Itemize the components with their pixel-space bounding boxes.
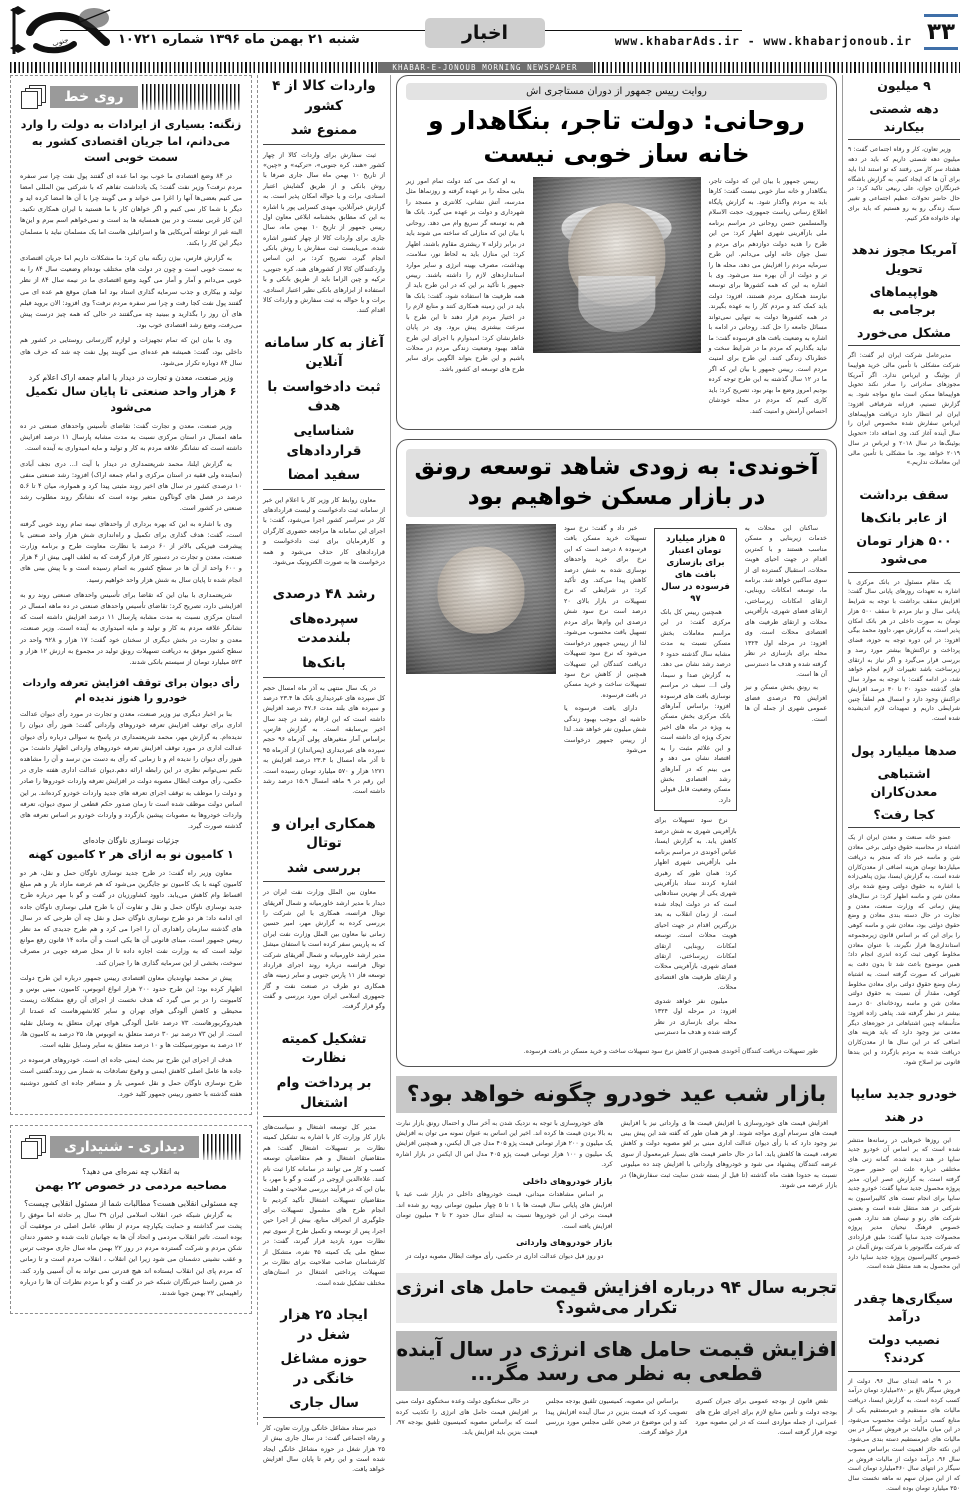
story-text-column: [564, 524, 646, 1042]
story-paragraph: رییس جمهور با بیان این که دولت تاجر، بنگاهدار و خانه ساز خوبی نیست گفت: کارها باید به مردم واگذار شود. به گزارش پایگاه اطلاع رسانی ریاست جمهوری، حجت الاسلام والمسلمین حسن روحانی در مراسم برنامه ملی بازآفرینی شهری اظهار کرد: من این طرح را هدیه دولت دوازدهم برای مردم و نسل جوان خانه اولی می‌دانم. این طرح سرمایه مردم را افزایش می دهد، محله ها را تر و دولت از آن بهره مند می‌شود. وی با اشاره به این که همه کشورها برای توسعه نیازمند همکاری مردم هستند، افزود: دولت باید کمک کند و مردم کار را به عهده بگیرند. در همه کشورها دولت به تنهایی نمی‌تواند مسائل جامعه را حل کند. روحانی در ادامه با اشاره به وضعیت بافت های فرسوده گفت: ما نباید بگذاریم که مردم ما در شرایط سخت و خطرناک زندگی کنند. این طرح برای امنیت مردم است. رییس جمهور با بیان این که اگر ما در ۱۲ سال گذشته به این طرح توجه کرده بودیم امروز وضع ما بهتر بود، تصریح کرد: باید کاری کنیم که مردم در محله خودشان احساس آرامش و امنیت کنند.: [708, 178, 828, 415]
photo-face: [568, 203, 665, 305]
section-title: اخبار: [425, 18, 545, 48]
brief-import-ban: [263, 75, 385, 316]
story-energy-prices: [396, 1273, 837, 1442]
brief-headline-line: سفید امضا: [263, 464, 385, 490]
stacked-pages-icon: [20, 85, 46, 109]
brief-headline-line: تشکیل کمیته نظارت: [281, 1030, 367, 1067]
brief-headline-line: صدها میلیارد پول: [850, 742, 958, 758]
story-paragraph: نقض قانون از بودجه عمومی برای جبران کسری بودجه دولت و تأمین منابع لازم برای اجرای طرح های عمرانی، از جمله مواردی است که در این مصوبه مورد توجه قرار گرفته است.: [695, 1398, 837, 1437]
inset-box-credit: [654, 528, 736, 812]
feature-paragraph: پیش تر محمد نهاوندیان معاون اقتصادی رییس جمهور درباره این طرح دولت اظهار کرده بود: این طرح حدود ۲۰۰ هزار انواع اتوبوس، کامیون، مینی بوس و کامیونت را در بر می گیرد که هدف نخست از اجرای آن رفع مشکلات زیست محیطی و کاهش آلودگی هوای تهران و سایر کلانشهرهاست که عمدتا از هیدروکربورهاست. ۷۳ درصد عامل آلودگی هوای تهران متعلق به وسایل نقلیه است. از این ۷۳ درصد نیز ۳۰ درصد متعلق به اتوبوس ها، ۲۵ درصد به کامیون ها، ۱۲ درصد به موتورسیکلت ها و ۱۰ درصد متعلق به سایر وسایل نقلیه است.: [20, 973, 243, 1049]
news-brief-mining-funds: [848, 740, 960, 1068]
story-paragraph: در حالی سخنگوی دولت وعده سخنگوی دولت مبنی بر افزایش قیمت حامل های انرژی را تکذیب کرده است که براساس مصوبه کمیسیون تلفیق بودجه ۹۷، قیمت بنزین باید افزایش یابد.: [395, 1398, 538, 1437]
brief-body: مدیرعامل شرکت ایران ایر گفت: اگر شرکت مشکلی با تأمین مالی خرید هواپیما از بوئینگ و ایرباس ندارد. اگر آمریکا مجوزهای صادراتی را صادر نکند تحویل هواپیماها ممکن است مانع مواجه شود. به گزارش تسنیم، فرزانه شرفبافی افزود: ایران ایر انتظار دارد دریافت هواپیماهای ایرباس سفارش شده مخصوص ایران را سال آینده آغاز کند، وی اضافه داد: «تحویل بوئینگ‌ها در سال ۲۰۱۸ و ایرباس در سال ۲۰۱۹ خواهد بود. ما مشکلی با تأمین مالی این معاملات نداریم.»: [848, 352, 960, 467]
story-text-column: [621, 1119, 838, 1266]
story-paragraph: های خودروسازی با توجه به نزدیک شدن به آخر سال و احتمال رونق بازار نبارت به بالا بردن قیمت ها کرده اند. اخیر این اساس به عنوان نمونه می توان به افزایش یک میلیون و ۲۰۰ هزار تومانی قیمت پژو ۴۰۵ مدل جی ال ایکس، و همچنین افزایش یک میلیون و ۱۰۰ هزار تومانی قیمت پژو ۴۰۵ مدل اس ال ایکس در بازار اشاره کرد.: [396, 1119, 613, 1169]
news-brief-atm-limit: [848, 484, 960, 724]
brief-headline-line: ایجاد ۲۵ هزار شغل در: [280, 1307, 368, 1343]
feature-kicker: وزیر صنعت، معدن و تجارت در دیدار با امام جمعه اراک اعلام کرد: [28, 372, 234, 382]
brief-headline-line: بررسی شد: [263, 857, 385, 883]
brief-headline-line: از عابر بانک‌ها: [860, 510, 948, 526]
story-paragraph: نرخ سود تسهیلات برای بازآفرینی شهری به شش درصد کاهش یابد. به گزارش ایسنا، عباس آخوندی در مراسم برنامه ملی بازآفرینی شهری اظهار کرد: همان طور که رهبری اشاره کردند ستاد بازآفرینی شهری یکی از بهترین ستادهایی است که در دولت ایجاد شده است. از زمان انقلاب به بعد بزرگترین اقدام در جهت احیای هویت محلات است. توسعه امکانات روبنایی، ارتقای امکانات زیرساختی، ارتقای فضای شهری، بازآفرینی محلات و ارتقای ظرفیت های اقتصادی محلات.: [654, 817, 737, 992]
brief-headline-line: آغاز به کار سامانه آنلاین: [264, 334, 384, 371]
right-sidebar: [847, 75, 961, 1492]
brief-headline-line: مشکل می‌خورد: [848, 322, 960, 346]
photo-face: [438, 546, 525, 633]
brief-headline-line: آمریکا مجوز ندهد تحویل: [851, 242, 957, 276]
brief-headline-line: حوزه مشاغل خانگی در: [280, 1351, 368, 1387]
news-brief-saipa-india: [848, 1083, 960, 1272]
brief-online-petition-system: [263, 332, 385, 568]
feature-paragraph: به گزارش ایلنا، محمد شریعتمداری در دیدار با آیت ا... دری نجف آبادی (نماینده ولی فقیه در استان مرکزی و امام جمعه اراک) افزود: رشد صنعتی منفی ۱۰ درصدی کشور در سال های اخیر روند مثبتی پیدا کرد و همواره، میان ۴ تا ۵.۶ درصد در فصل های گوناگون متغیر بوده است که نشانگر روند مطلوب رشد صنعتی در کشور است.: [20, 459, 242, 513]
story-photo-rouhani: [533, 177, 701, 353]
stacked-pages-icon: [20, 1135, 46, 1159]
feature-paragraph: معاون وزیر راه گفت: در طرح جدید نوسازی ناوگان حمل و نقل، هر دو کامیون کهنه با یک کامیون نو جایگزین می‌شود که هم عرضه مازاد بار و هم مبلغ اقساط وام کاهش می‌یابد. داوود کشاورزیان در گفت و گو با مهر درباره طرح جدید نوسازی ناوگان حمل و نقل و تفاوت آن با طرح قبلی نوسازی ناوگان جاده ای ادامه داد: هر دو طرح نوسازی ناوگان حمل و نقل چه آن طرحی که در سال های گذشته سازمان راهداری آن را اجرا می کرد و هم طرح جدیدی که مد نظر رییس جمهور است، مبنای قانونی آن ها یکی است و آن ماده ۱۴ قانون رفع موانع تولید است که به وزارت نفت اجازه داده تا از محل صرفه جویی در مصرف سوخت، بخشی از این سرمایه گذاری ها را جبران کند.: [20, 868, 243, 967]
brief-body: مدیر کل توسعه اشتغال و سیاست‌های بازار کار وزارت کار با اشاره به تشکیل کمیته نظارت بر تسهیلات اشتغال گفت: هم متقاضیان اشتغال و هم متقاضیان توسعه کسب و کار می توانند در سامانه کارا ثبت نام کنند. علاءالدین ازوجی در گفت و گو با مهر، با بیان این که در فرآیند بررسی صلاحیت و اهلیت متقاضیان تسهیلات اشتغال تأکید کردیم تا انجام طرح های مشمول تسهیلات برای جلوگیری از انحراف منابع، بیش از اجرا حین اجرا، پس از توسعه و تکمیل طرح از سوی تیم نظارت مورد بازدید قرار گیرند، گفت: در سطح ملی یک کمیته ۴۵ نفره، متشکل از کارشناسان صاحب صلاحیت برای نظارت بر تسهیلات پرداختی اشتغال در استان‌های مختلف تشکیل شده است.: [263, 1123, 385, 1287]
brief-headline-line: ثبت دادخواست با هدف: [267, 378, 381, 415]
story-text-column: [745, 524, 827, 1042]
logo-subtitle: جنوب: [51, 35, 70, 49]
story-paragraph: به رونق بخش مسکن و نیز افزایش ۳۵ درصدی فضای عمومی شهری از جمله آن ها است.: [744, 684, 827, 723]
feature-paragraph: در ۸۴ وضع اقتصادی ما خوب بود اما عده ای گفتند پول نفت چرا سر سفره مردم نرفت؟ وزیر نفت گفت: یک یادداشت تفاهم که با شرکتی بین المللی امضا می کنیم بعضی‌ها آنها را اغرا می خواند و می گویند چرا با آن ها امضا کرده اید و دیگر با شما کار نمی کنیم و اگر خواهان کار با ما هستید با ایران همکاری نکنید. این کار غربی نیست و در بین همسایه ها بد است و نمی‌خواهم اسم ببرم و این‌ها البته غیر از توطئه آمریکایی ها و اسرائیلی هاست اما یک مسلمان نباید با مسلمان دیگر این کار را بکند.: [20, 171, 242, 247]
brief-headline-line: ۵۰۰ هزار تومان می‌شود: [848, 530, 960, 572]
feature-headline: زنگنه: بسیاری از ایرادات به دولت را وارد می‌دانم، اما جریان اقتصادی کشور به سمت خوبی است: [20, 118, 242, 164]
story-paragraph: افزایش قیمت های خودروسازی با افزایش قیمت ها ی وارداتی نیز با افزایش قیمت های سرسام آوری مواجه شوند. او هر همان طور که گفته شد این پیش بینی نیز وجود دارد که با رأی دیوان عدالت اداری مبنی بر لغو مصوبه دولت و کاهش تعرفه، قیمت ها کاهش یابد. اما در حال حاضر قیمت های بسیار غیرمعمول از سوی عرضه کنندگان پیشنهاد می شود و خودروهای وارداتی با افزایش چند ده میلیونی نسبت به حدودا هفت ماه گذشته (تا قبل از بسته شدن سایت ثبت سفارش‌ها) در بازار عرضه می شوند.: [620, 1119, 837, 1190]
masthead-rule: [60, 30, 742, 31]
subsection-heading: بازار خودروهای داخلی: [522, 1175, 613, 1186]
brief-body: ثبت سفارش برای واردات کالا از چهار کشور «هند، کره جنوبی»، «ترکیه» و «چین» از تاریخ ۱۰ بهمن ماه سال جاری صرفا با روش بانکی و از طریق گشایش اعتبار اسنادی، برات و یا حواله امکان پذیر است. به گزارش خبرآنلاین، مهدی کسرایی پور با اشاره به این که مطابق بخشنامه ابلاغی معاون اول رییس جمهور از تاریخ ۱۰ بهمن ماه، سال جاری برای واردات کالا از چهار کشور اشاره شده، می‌بایست ثبت سفارش با روش بانکی انجام گیرد، تصریح کرد: بر این اساس واردکنندگان کالا از کشورهای هند، کره جنوبی، ترکیه و چین الزاما باید از طریق بانکی و با استفاده از ابزارهای بانکی نظیر اعتبار اسنادی، برات و یا حواله به ثبت سفارش و واردات کالا اقدام کنند.: [263, 150, 385, 315]
story-headline: بازار شب عید خودرو چگونه خواهد بود؟: [396, 1076, 837, 1113]
story-kicker: روایت رییس جمهور از دوران مستاجری اش: [406, 83, 827, 100]
feature-box-header: [20, 84, 242, 110]
brief-headline-line: سپرده‌های بلندمدت: [289, 610, 359, 647]
story-paragraph: ساکنان این محلات به خدمات زیربنایی و مسکن مناسب هستند و با کمترین اقدام در جهت احیای هویت محلات، استقبال گسترده ای از سوی ساکنین خواهد شد. برنامه ما، توسعه امکانات روبنایی، ارتقای امکانات زیرساختی، ارتقای فضای شهری، بازآفرینی محلات و ارتقای ظرفیت های اقتصادی محلات است. وی افزود: در مرحله اول ۱۳۲۴ محله برای بازسازی در نظر گرفته شده و هدف ما دسترسی آن ها است.: [744, 524, 827, 678]
feature-paragraph: به گزارش شبکه خبر، انقلاب اسلامی ایران ۳۹ سال پر حادثه اما موفق را پشت سر گذاشته و حمایت یکپارچه مردم از نظام، عامل اصلی در موفقیت آن بوده است. تاثیر انقلاب مردمی و اتحاد آن ها به جهانیان ثابت شده و حضور دندان شکن مردم و شرکت گسترده مردم در روز ۲۲ بهمن ماه سال جاری موجب ترس و عقب نشینی دشمنان می شود زیرا این انقلاب ، انقلاب مردم است و تا زمانی که مردم پای این انقلاب ایستاده اند هیچ قدرتی نمی تواند به آن آسیبی وارد کند. در همین راستا خبرنگاران شبکه خبر در گفت و گو با مردم نظرات آن ها را درباره راهپیمایی ۲۲ بهمن جویا شدند.: [20, 1210, 242, 1297]
story-headline: افزایش قیمت حامل های انرژی در سال آینده قطعی به نظر می رسد مگر...: [396, 1331, 837, 1391]
brief-headline-line: نصیب دولت کردند؟: [848, 1329, 960, 1371]
brief-headline-line: رشد ۴۸ درصدی: [272, 586, 376, 603]
story-photo-akhoundi: [406, 524, 556, 674]
brief-home-business-jobs: [263, 1304, 385, 1475]
column-divider-dashed: [257, 75, 258, 1425]
left-feature-column: [10, 75, 252, 1425]
story-paragraph: میلیون نفر خواهد شدوی افزود: در مرحله اول ۱۳۲۴ محله برای بازسازی در نظر گرفته شده و هدف ما دسترسی: [654, 997, 737, 1037]
stripes-decoration: [203, 1134, 242, 1160]
feature-box-title: دیداری - شنیداری: [50, 1136, 199, 1158]
feature-kicker: چه مسئولی انقلابی هست؟ مطالبات شما از مسئول انقلابی چیست؟: [24, 1198, 238, 1208]
page-number: ۳۳: [924, 14, 958, 50]
story-car-market: [396, 1076, 837, 1266]
center-main-column: [395, 75, 837, 1437]
feature-kicker: به انقلاب چه نمره‌ای می دهید؟: [82, 1167, 180, 1177]
story-text-column: [406, 177, 525, 420]
brief-body: معاون روابط کار وزیر کار با اعلام این خبر از سامانه ثبت دادخواست و لیست قراردادهای کار در سراسر کشور اجرا می‌شود، گفت: با اجرای این سامانه ها مراجعه حضوری کارگران و کارفرمایان برای ثبت دادخواست و قراردادهای کار حذف می‌شود و همه درخواست ها به صورت الکترونیک می‌شود.: [263, 495, 385, 566]
story-paragraph: بر اساس مشاهدات میدانی، قیمت خودروهای داخلی در بازار شب عید با افزایش های پایانی سال قیمت ها با ۱ تا ۵ چهار میلیون تومانی روبه رو شده اند. قیمت برخی از این خودروها نسبت به ابتدای سال حدود ۲ تا ۴ میلیون تومان افزایش یافته است.: [396, 1191, 613, 1230]
story-text-column: [396, 1397, 538, 1442]
brief-body: در یک سال منتهی به آذر ماه امسال حجم کل سپرده های غیردیداری بانک ها ۲۳.۴ درصد و سپرده های بلند مدت ۴۷.۶ درصد افزایش داشته است که این ارقام رشد در چند سال اخیر بی‌سابقه است. به گزارش فارس، براساس آمار متغیرهای پولی آذرماه ۹۶ حجم سپرده های غیردیداری (پس‌انداز) از آذرماه ۹۵ تا آذر ماه امسال با ۲۳.۴ درصد افزایش به ۱۲۷۱ هزار و ۵۷۰ میلیارد تومان رسیده است. این رقم در ۹ ماهه امسال ۱۵.۹ درصد رشد داشته است.: [263, 683, 385, 796]
feature-box-header: [20, 1134, 242, 1160]
story-text-column: [546, 1397, 688, 1442]
feature-kicker: جزئیات نوسازی ناوگان جاده‌ای: [82, 836, 180, 846]
newspaper-logo: [6, 2, 114, 60]
feature-box-audio-visual: [10, 1125, 252, 1314]
brief-headline-line: بانک‌ها: [263, 652, 385, 678]
brief-body: عضو خانه صنعت و معدن ایران از یک اشتباه در محاسبه حقوق دولتی برخی معادن شن و ماسه خبر داد که منجر به دریافت میلیاردها تومان هزینه اضافی از معدن‌کاران شده است. به گزارش ایسنا، بیژن پناهی‌زاده با اشاره به حقوق دولتی وضع شده برای معادن شن و ماسه اظهار کرد: در سال‌های پیش زمانی که وزارت صنعت، معدن و تجارت در حال دسته بندی معادن و وضع حقوق دولتی بود، معادن شن و ماسه کوهی را برای این که بر اساس قانون زیرمجموعه استانداری‌ها قرار نگیرند، با عنوان معادن مخلوط کوهی ثبت کرده اندری انجام داد؛ همین موضوع باعث شد تا بدون دقت به تغییراتی که صورت گرفته است. به اشتباه زمان وضع حقوق دولتی برای معادن مخلوط کوهی، مقدار آن نسبت به حقوق دولتی معادن شن و ماسه رودخانه‌ای ۵۰ درصد بیشتر در نظر گرفته شد. پناهی زاده افزود: متأسفانه چنین اشتباهاتی در حوزه‌های دیگر معدنی نیز وجود دارد که باید هزینه های اضافی که در این سال ها از معدن‌کاران دریافت شده به مردم بازگردد و این بندها قانونی نیز اصلاح شود.: [848, 834, 961, 1066]
story-headline: آخوندی: به زودی شاهد توسعه رونق در بازار مسکن خواهیم بود: [406, 449, 827, 517]
feature-headline: ۱ کامیون نو به ازای هر ۲ کامیون کهنه: [28, 848, 234, 862]
feature-box-on-the-line: [10, 75, 252, 1115]
brief-headline-line: ممنوع شد: [263, 119, 385, 145]
story-headline: روحانی: دولت تاجر، بنگاهدار و خانه ساز خوبی نیست: [428, 106, 805, 168]
brief-headline-line: واردات کالا از ۴ کشور: [272, 78, 376, 114]
feature-headline: مصاحبه مردمی در خصوص ۲۲ بهمن: [35, 1179, 227, 1193]
story-akhoundi-housing: [396, 439, 837, 1067]
brief-headline-line: دهه شصتی بیکارند: [848, 98, 960, 140]
brief-body: در ۹ ماهه ابتدای سال ۹۶، دولت از فروش سیگار بالغ بر ۲۸۰میلیارد تومان درآمد کسب کرده است. به گزارش ایسنا، دریافت مالیات های مستقیم و غیرمستقیم یکی از منابع کسب درآمد دولت محسوب می‌شود، در این میان مالیات بر فروش سیگار در بین مالیات های غیرمستقیم دسته بندی می‌شود. این نکته حائز اهمیت است براساس مصوب سال ۹۶، درآمد دولت از مالیات فروش بر سیگار در انتهای سال ۴۶۰میلیارد تومان است که از این میزان سهم نه ماهه نخست سال ۳۵۰ میلیارد تومان بوده است.: [848, 1377, 960, 1492]
ticker-label: KHABAR-E-JONOUB MORNING NEWSPAPER: [378, 62, 593, 73]
feature-paragraph: به گزارش فارس، بیژن زنگنه بیان کرد: ما مشکلات داریم اما جریان اقتصادی به سمت خوبی است و چون در دولت های مختلف بوده‌ام وضعیت سال ۸۴ را به خوبی می‌دانم و آمار و آمار می گوید وضع اقتصادی ما در نیمه سال ۸۴ از نظر تولید و بیکاری و جذب سرمایه گذاری استاد بود اما همان موقع هم عده ای می گفتند پول نفت کجا رفت و چرا سر سفره مردم نرفت؟ وی افزود: الان بروید فیلم های آن روز را بگذارید و ببینید چه می‌گفتند در حالی که همه چیز درست پیش می‌رفت، وضع رشد اقتصادی خوب بود.: [20, 253, 243, 330]
page-grid: [0, 75, 970, 1492]
photo-beard: [578, 276, 655, 332]
economy-briefs-column: [263, 75, 385, 1474]
news-brief-cigarette-revenue: [848, 1288, 960, 1494]
masthead: [0, 0, 970, 62]
brief-body: وزیر تعاون، کار و رفاه اجتماعی گفت: ۹ میلیون دهه شصتی داریم که باید در دهه هشتاد سر کار می رفتند که تو استند لذا باید برای آن ها که ایجاد کنیم. به گزارش باشگاه خبرنگاران جوان، علی ربیعی تاکید کرد: در حال حاضر تحولات عظیم اجتماعی و تغییر سبک زندگی رو به رو هستیم که باید برای نهاد خانواده فکر کنیم.: [848, 146, 960, 222]
brief-body: دبیر ستاد مشاغل خانگی وزارت تعاون، کار و رفاه اجتماعی گفت: در سال جاری بیش از ۲۵ هزار شغل در حوزه مشاغل خانگی ایجاد شده است و این رقم تا پایان سال افزایش خواهد یافت.: [263, 1423, 385, 1474]
brief-headline-line: کجا رفت؟: [848, 804, 960, 828]
brief-headline-line: همکاری ایران و توتال: [272, 815, 376, 852]
brief-headline-line: هواپیماهای برجامی به: [869, 283, 939, 317]
brief-headline-line: سیگاری‌ها چقدر درآمد: [854, 1291, 954, 1325]
story-paragraph: به او کمک می کند دولت تمام امور زیر بنایی محله را بر عهده گرفته و روزنماها مثل مدرسه، آتش نشانی، کلانتری و مسجد را شهرداری و دولت بر عهده می گیرد. بانک ها هم به توسعه گر سریع وام می دهد. روحانی با بیان این که منازلی که ساخته می شوند باید در برابر زلزله ۷ ریشتری مقاوم باشند، اظهار کرد: این منازل باید به لحاظ نور، سلامت، بهداشت، مصرف بهینه انرژی و سایر موارد استانداردهای لازم را داشته باشند. رییس جمهور با تأکید بر این که در این طرح باید از همه ظرفیت ها استفاده شود، گفت: بانک ها باید در این زمینه همکاری کنند و منابع لازم را در اختیار مردم قرار دهند تا این طرح با سرعت بیشتری پیش برود. وی در پایان خاطرنشان کرد: امیدوارم با اجرای این طرح شاهد بهبود وضعیت زندگی مردم در محلات باشیم و این طرح بتواند الگویی برای سایر طرح های توسعه ای کشور باشد.: [406, 178, 525, 373]
feature-paragraph: وزیر صنعت، معدن و تجارت گفت: تقاضای تأسیس واحدهای صنعتی در ده ماهه امسال در استان مرکزی نسبت به مدت مشابه پارسال ۱۱ درصد افزایش داشته است که نشانگر علاقه مردم به کار و تولید و مایه امیدواری به آینده است.: [20, 421, 242, 453]
brief-headline-line: سقف برداشت: [859, 487, 949, 502]
column-divider: [842, 75, 843, 1425]
column-divider: [390, 75, 391, 1425]
story-paragraph: دارای بافت فرسوده یا حاشیه ای موجب بهبود زندگی شش میلیون نفر خواهد شد. لذا از رییس جمهور درخواست می‌شود: [564, 705, 647, 755]
feature-paragraph: وی با بیان این که تمام تجهیزات و لوازم گازرسانی روستایی در کشور هم داخلی بود، گفت: همیشه هم عده‌ای می گویند پول نفت چه شد که حرف های سال ۸۴ دوباره تکرار می‌شود.: [20, 336, 242, 367]
feature-subheadline: رأی دیوان برای توقف افزایش تعرفه واردات خودرو را هنوز ندیده ام: [22, 678, 240, 705]
brief-body: یک مقام مسئول در بانک مرکزی با اشاره به تعهدات روزهای پایانی سال گفت: افزایش سقف برداشت با توجه به شرایط پایانی سال و نیاز مردم تا سقف ۵۰۰ هزار تومان به صورت داخلی در هر بانک امکان پذیر است. به گزارش مهر، داوود محمد بیگی افزود: در این دوره توجه به حوزه، فضای پرداخت و تراکنش‌ها بیشتر مورد رصد و بررسی قرار می‌گیرد و اگر نیاز به ارتقای زیرساخت باشد تغییرات لازم انجام خواهد شد، در ادامه گفت: با توجه به موارد سال های گذشته حدود ۲۰ تا ۳۰ درصد افزایش تراکنش وجود دارد و امسال هم لطفاً چنین شرایطی داریم و تمهیدات لازم اندیشیده شده است.: [848, 578, 960, 722]
lead-story-rouhani: [396, 75, 837, 430]
website-urls[interactable]: www.khabarAds.ir - www.khabarjonoub.ir: [614, 34, 912, 48]
brief-headline-line: سال جاری: [263, 1392, 385, 1418]
story-text-column: [695, 1397, 837, 1442]
brief-body: معاون بین الملل وزارت نفت ایران در دیدار با مدیر ارشد خاورمیانه و شمال آفریقای توتال فرانسه، همکاری با این شرکت را بررسی کرده به گزارش مهر، امیر حسین زمانی نیا معاون بین الملل وزارت نفت ایران که به پاریس سفر کرده است با استفان میشل مدیر ارشد خاورمیانه و شمال آفریقای شرکت توتال فرانسه درباره روند اجرای قرارداد توسعه فاز ۱۱ پارس جنوبی و سایر زمینه های همکاری دو طرف در صنعت نفت و گاز جمهوری اسلامی ایران مورد بررسی و گفت وگو قرار گرفت.: [263, 888, 385, 1011]
brief-headline-line: در هند: [848, 1106, 960, 1130]
brief-headline-line: خودرو جدید سایپا: [850, 1086, 958, 1102]
story-text-column: [654, 524, 736, 1042]
brief-iran-total-cooperation: [263, 813, 385, 1012]
news-brief-aircraft: [848, 239, 960, 468]
issue-date-line: شنبه ۲۱ بهمن ماه ۱۳۹۶ شماره ۱۰۷۲۱: [118, 32, 360, 47]
photo-turban: [561, 205, 672, 251]
inset-headline: ۵ هزار میلیارد تومان اعتبار برای بازسازی بافت های فرسوده در سال ۹۷: [661, 533, 730, 604]
feature-paragraph: بنا بر اخبار دیگری نیز وزیر صنعت، معدن و تجارت در مورد رأی دیوان عدالت اداری برای توقف افزایش تعرفه خودروهای وارداتی گفت: هنوز رأی دیوان را ندیده‌ام. به گزارش مهر، محمد شریعتمداری در پاسخ به سوالی درباره رأی دیوان عدالت اداری در مورد توقف افزایش تعرفه خودروهای وارداتی اظهار داشت: من هنوز رأی دیوان را ندیده ام و تا زمانی که رأی به دست من نرسد و آن را مشاهده نکنم نمی‌توانم نظری در این رابطه ارائه دهم.دیوان عدالت اداری هفته جاری در حکمی، رأی موقت ابطال مصوبه دولت در افزایش تعرفه واردات خودروها را صادر و دولت را موظف به توقف اجرای تعرفه های جدید واردات خودرو کرده‌اند. بر این اساس دولت موظف شده است تا زمان صدور حکم قطعی از سوی دیوان، تعرفه واردات خودروها به مصوبات پیشین بازگردد و واردات خودرو بر اساس تعرفه های گذشته صورت گیرد.: [20, 710, 242, 831]
brief-deposit-growth: [263, 583, 385, 796]
story-paragraph: براساس این مصوبه، کمیسیون تلفیق بودجه مجلس تصویب کرد که قیمت بنزین در سال آینده افزایش پیدا کند و این موضوع در صحن علنی مجلس مورد بررسی قرار خواهد گرفت.: [545, 1398, 688, 1437]
feature-headline: ۶ هزار واحد صنعتی تا پایان سال تکمیل می‌شود: [25, 384, 237, 415]
story-kicker-banner: تجربه سال ۹۴ درباره افزایش قیمت حامل های انرژی تکرار می‌شود؟: [396, 1273, 837, 1323]
brief-headline-line: اشتباهی معدن‌کاران: [870, 765, 938, 799]
brief-headline-line: بر پرداخت وام اشتغال: [263, 1072, 385, 1117]
story-paragraph: خبر داد و گفت: نرخ سود تسهیلات خرید مسکن بافت فرسوده ۸ درصد است که این نرخ برای خرید واحدهای نوسازی شده به شش درصد کاهش پیدا می‌کند. وی تأکید کرد: در شرایطی که نرخ تسهیلات در بازار بالای ۲۰ درصد است نرخ سود شش درصدی این وام‌ها برای مردم تسهیل بافت محسوب می‌شود. لذا از رییس جمهور درخواست می‌شود که نرخ سود تسهیلات دریافت کنندگان این تسهیلات همچنین از کاهش نرخ سود تسهیلات ساخت و خرید مسکن در بافت فرسوده.: [564, 524, 647, 699]
brief-employment-loan-committee: [263, 1028, 385, 1288]
feature-box-title: روی خط: [50, 86, 138, 108]
inset-body: همچنین رییس کل بانک مرکزی گفت: در این مراسم معاملات بخش مسکن نسبت به مدت مشابه سال گذشته حدود ۶ درصد رشد نشان می دهد. به گزارش صدا و سیما، ولی ا... سیف در مراسم نوسازی بافت های فرسوده افزود: براساس آمارهای بانک مرکزی بخش مسکن به ویژه در ماه های اخیر تحرک ویژه ای داشته است و این علائم مثبت را به اقتصاد نشان می دهد و می بینم که در آمارهای رشد اقتصادی بخش مسکن وضعیت قابل قبولی دارد.: [660, 609, 731, 804]
stripes-decoration: [142, 84, 242, 110]
story-paragraph: دو روز قبل دیوان عدالت اداری در حکمی، رأی موقت ابطال مصوبه دولت در: [405, 1252, 604, 1260]
feature-paragraph: وی با اشاره به این که بهره برداری از واحدهای نیمه تمام روند خوبی گرفته است، گفت: هدف گذاری برای تکمیل و راه‌اندازی شش هزار واحد صنعتی با پیشرفت فیزیکی بالاتر از ۶۰ درصد با نظارت معاونت طرح و برنامه وزارت صنعت، معدن و تجارت در دستور کار قرار گرفت که به لطف الهی بیش از ۴ هزار و ۶۰۰ واحد از آن ها در سطح کشور به اتمام رسیده است و با پیش بینی های انجام شده تا پایان سال به شش هزار واحد خواهیم رسید.: [20, 519, 242, 584]
story-text-column: [709, 177, 828, 420]
ticker-strip: [10, 62, 960, 73]
news-brief-unemployment: [848, 75, 960, 223]
story-footer-note: طور تسهیلات دریافت کنندگان آخوندی همچنین از کاهش نرخ سود تسهیلات ساخت و خرید مسکن در بافت فرسوده.: [523, 1047, 818, 1055]
brief-headline-line: شناسایی قراردادهای: [286, 422, 362, 459]
subsection-heading: بازار خودروهای وارداتی: [516, 1237, 613, 1248]
feature-paragraph: شریعتمداری با بیان این که تقاضا برای تأسیس واحدهای صنعتی روند رو به افزایشی دارد، تصریح کرد: تقاضای تأسیس واحدهای صنعتی در ده ماهه امسال در استان مرکزی نسبت به مدت مشابه پارسال ۱۱ درصد افزایش داشته است که نشانگر علاقه مردم به کار و تولید و مایه امیدواری به آینده است. وزیر صنعت، معدن و تجارت در بخش دیگری از سخنان خود گفت: ۱۷ هزار و ۹۲۸ واحد در سطح کشور موفق به دریافت تسهیلات رونق تولید در مجموع به ارزش ۱۲ هزار و ۵۲۳ میلیارد تومان از سیستم بانکی شدند.: [20, 590, 242, 667]
brief-headline-line: ۹ میلیون: [877, 78, 931, 93]
feature-paragraph: هدف از اجرای این طرح نیز بحث ایمنی جاده ای است. خودروهای فرسوده در جاده ها عامل اصلی کاهش ایمنی و وقوع تصادفات به شمار می روند.گفتنی است طرح نوسازی ناوگان حمل و نقل عمومی بار و مسافر جاده ای کشور دوشنبه هفته گذشته با حضور رییس جمهور کلید خورد.: [20, 1056, 242, 1098]
story-text-column: [396, 1119, 613, 1266]
brief-body: این روزها خبرهایی در رسانه‌ها منتشر شده است که بر اساس آن خودرو جدید سایپا در هند دیده شده، گمانه زنی های مختلفی درباره علت این حضور صورت گرفته است. به گزارش عصر ایران، مدیر پروژه محصول جدید سایپا گفت: خودرو جدید سایپا برای انجام تست های کالیبراسیون به شرکتی در هند منتقل شده است و بعضی شرکت های رنو و نیسان هند ندارد. همین خصوص فرهنگ نیحیان مدیر پروژه محصولات جدید سایپا گفت: طبق قراردادی که شرکت مگاموتور با شرکت بوش آلمان در خصوص کالیبراسیون پروژه جدید سایپا دارد این محصول به هند منتقل شده است.: [847, 1136, 960, 1271]
